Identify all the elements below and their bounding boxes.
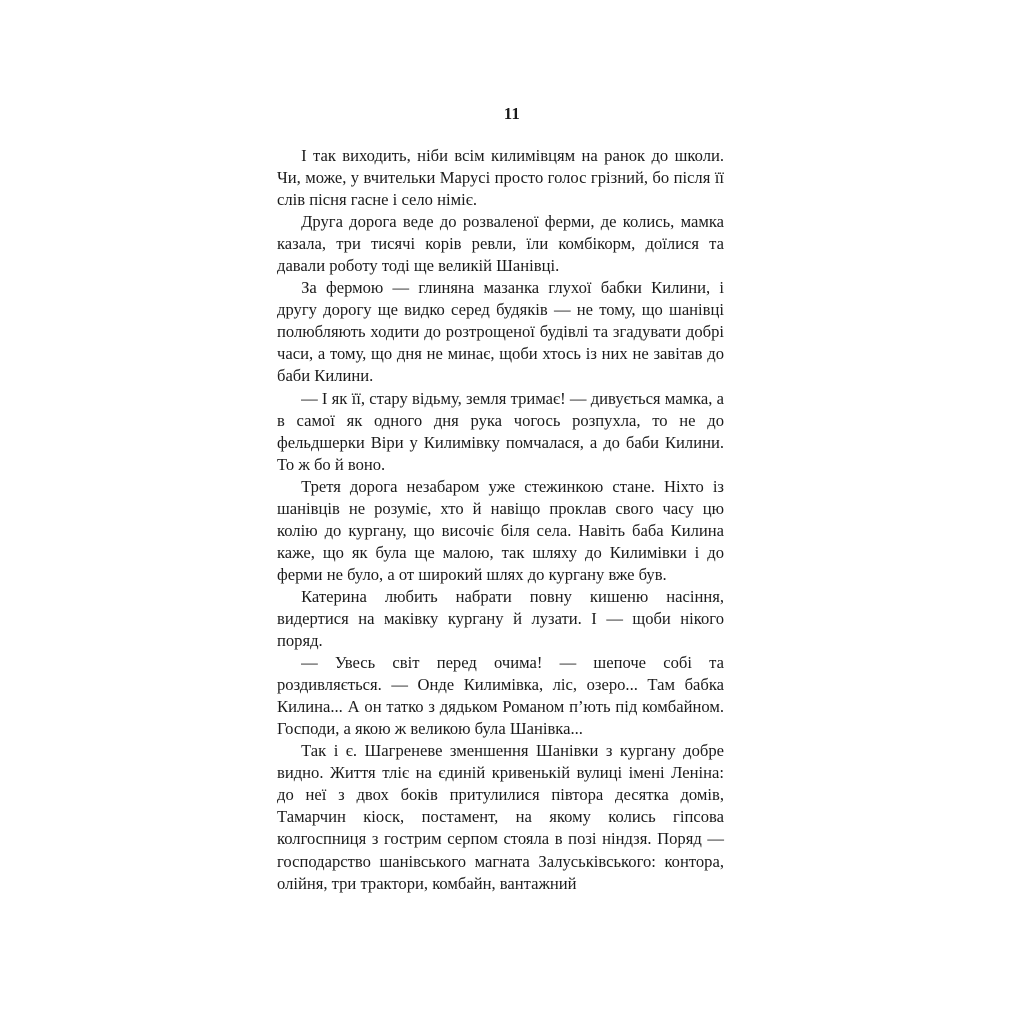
paragraph: Третя дорога незабаром уже стежинкою стане. Ніхто із шанівців не розуміє, хто й навіщо проклав свого часу цю колію до кургану, що височіє біля села. Навіть баба Килина каже, що як була ще малою, так шляху до Килимівки і до ферми не було, а от широкий шлях до кургану вже був. — [277, 476, 724, 584]
paragraph: — І як її, стару відьму, земля тримає! — дивується мамка, а в самої як одного дня рука чогось розпухла, то не до фельдшерки Віри у Килимівку помчалася, а до баби Килини. То ж бо й воно. — [277, 388, 724, 474]
paragraph: За фермою — глиняна мазанка глухої бабки Килини, і другу дорогу ще видко серед будяків — не тому, що шанівці полюбляють ходити до розтрощеної будівлі та згадувати добрі часи, а тому, що дня не минає, щоби хтось із них не завітав до баби Килини. — [277, 278, 724, 386]
paragraph: Катерина любить набрати повну кишеню насіння, видертися на маківку кургану й лузати. І — щоби нікого поряд. — [277, 586, 724, 651]
paragraph: — Увесь світ перед очима! — шепоче собі та роздивляється. — Онде Килимівка, ліс, озеро... Там бабка Килина... А он татко з дядьком Романом п’ють під комбайном. Господи, а якою ж великою була Шанівка... — [277, 653, 724, 739]
paragraph: Друга дорога веде до розваленої ферми, де колись, мамка казала, три тисячі корів ревли, їли комбікорм, доїлися та давали роботу тоді ще великій Шанівці. — [277, 212, 724, 276]
paragraph: Так і є. Шагреневе зменшення Шанівки з кургану добре видно. Життя тліє на єдиній кривенькій вулиці імені Леніна: до неї з двох боків притулилися півтора десятка домів, Тамарчин кіоск, постамент, на якому колись гіпсова колгоспниця з гострим серпом стояла в позі ніндзя. Поряд — господарство шанівського магната Залуськівського: контора, олійня, три трактори, комбайн, вантажний — [277, 741, 724, 893]
page-number: 11 — [503, 104, 521, 123]
paragraph: І так виходить, ніби всім килимівцям на ранок до школи. Чи, може, у вчительки Марусі просто голос грізний, бо після її слів пісня гасне і село німіє. — [277, 146, 724, 210]
body-text-block — [277, 145, 724, 895]
